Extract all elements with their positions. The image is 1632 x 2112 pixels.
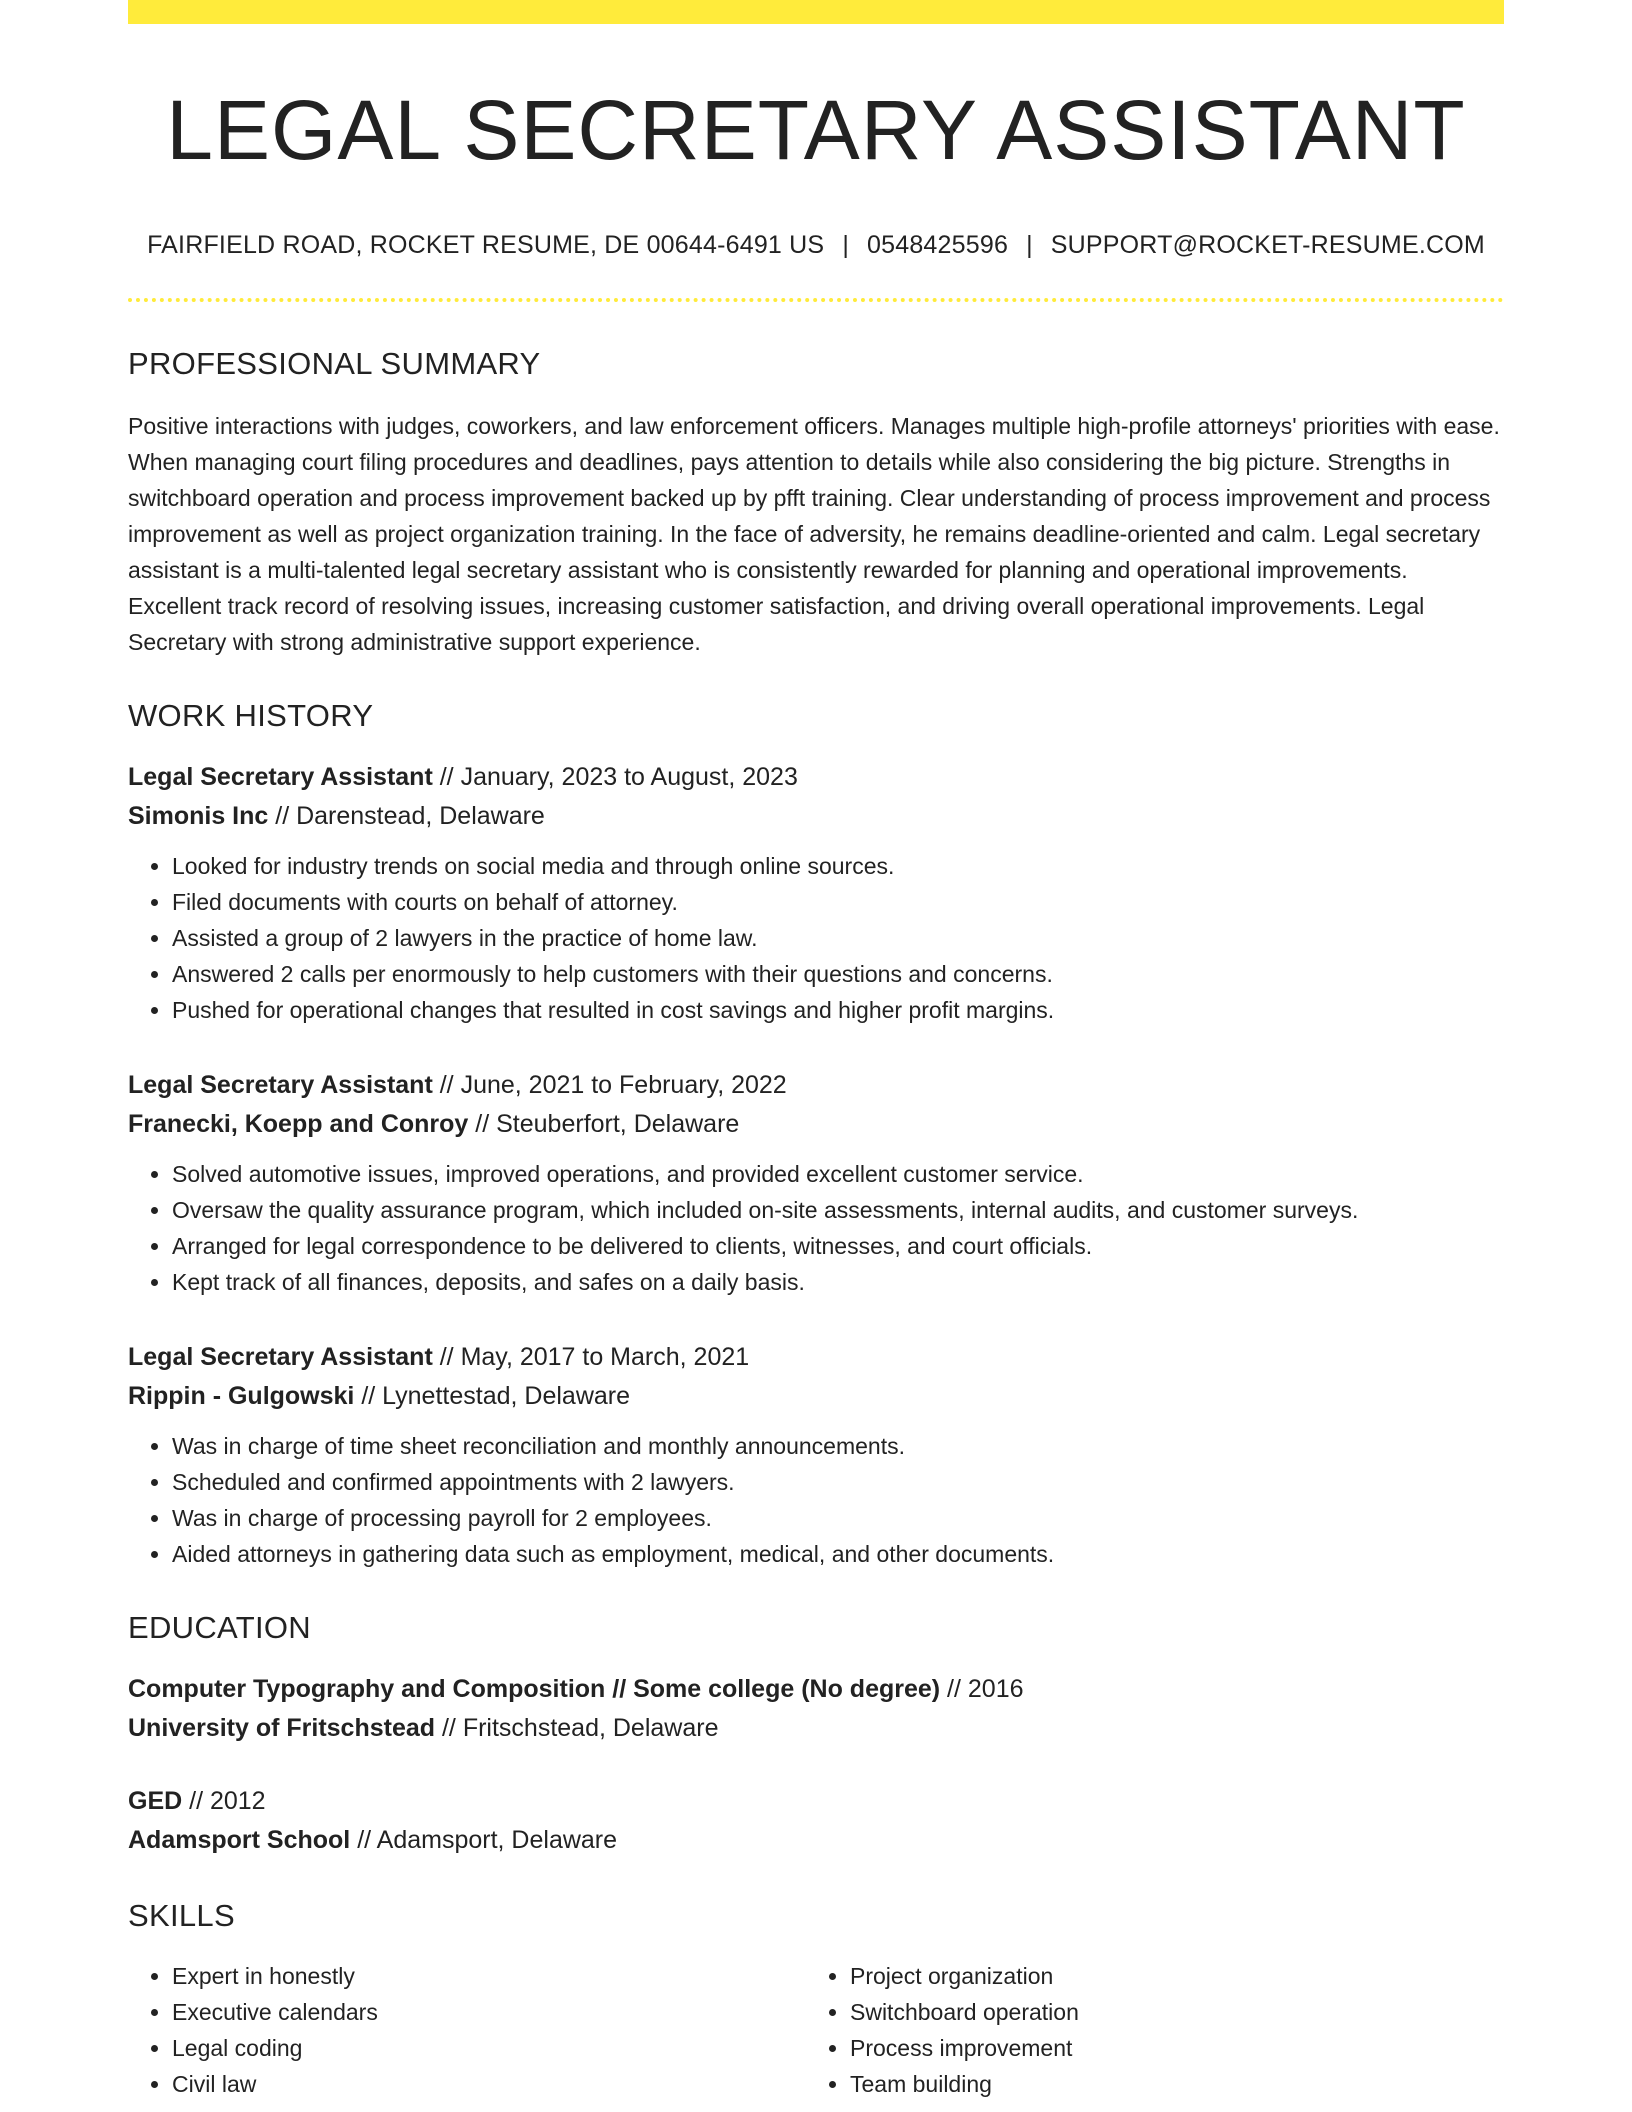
list-item: • Aided attorneys in gathering data such as employment, medical, and other documents. (172, 1536, 1504, 1572)
list-item: • Looked for industry trends on social media and through online sources. (172, 848, 1504, 884)
education-degree-line (128, 1782, 1504, 1821)
email: SUPPORT@ROCKET-RESUME.COM (1050, 230, 1485, 259)
contact-separator: | (1026, 230, 1033, 259)
skill-item: • Team building (850, 2066, 1484, 2102)
job-location: // Darenstead, Delaware (268, 801, 545, 830)
summary-heading: PROFESSIONAL SUMMARY (128, 345, 541, 381)
skill-item: • Process improvement (850, 2030, 1484, 2066)
skill-item: • Executive calendars (172, 1994, 806, 2030)
list-item: • Was in charge of time sheet reconciliation and monthly announcements. (172, 1428, 1504, 1464)
skills-list-right (806, 1958, 1484, 2102)
skills-columns (128, 1958, 1504, 2102)
education-entry (128, 1670, 1504, 1748)
candidate-title: LEGAL SECRETARY ASSISTANT (166, 83, 1466, 177)
resume-content (128, 24, 1504, 2102)
education-location: // Adamsport, Delaware (350, 1825, 618, 1854)
contact-line (128, 231, 1504, 260)
top-accent-bar (128, 0, 1504, 24)
education-location: // Fritschstead, Delaware (435, 1713, 719, 1742)
education-school: University of Fritschstead (128, 1713, 436, 1742)
address: FAIRFIELD ROAD, ROCKET RESUME, DE 00644-6491 US (147, 230, 825, 259)
job-entry (128, 758, 1504, 1028)
job-role: Legal Secretary Assistant (128, 762, 433, 791)
skills-list-left (128, 1958, 806, 2102)
education-year: // 2016 (940, 1674, 1024, 1703)
list-item: • Answered 2 calls per enormously to help customers with their questions and concerns. (172, 956, 1504, 992)
summary-text: Positive interactions with judges, coworkers, and law enforcement officers. Manages multiple high-profile attorneys' priorities with ease. When managing court filing procedures and deadlines, pays attention to details while also considering the big picture. Strengths in switchboard operation and process improvement backed up by pfft training. Clear understanding of process improvement and process improvement as well as project organization training. In the face of adversity, he remains deadline-oriented and calm. Legal secretary assistant is a multi-talented legal secretary assistant who is consistently rewarded for planning and operational improvements. Excellent track record of resolving issues, increasing customer satisfaction, and driving overall operational improvements. Legal Secretary with strong administrative support experience. (128, 412, 1500, 655)
job-role: Legal Secretary Assistant (128, 1070, 433, 1099)
skill-item: • Expert in honestly (172, 1958, 806, 1994)
job-company-line (128, 797, 1504, 836)
skill-item: • Civil law (172, 2066, 806, 2102)
job-dates: // January, 2023 to August, 2023 (432, 762, 798, 791)
list-item: • Assisted a group of 2 lawyers in the practice of home law. (172, 920, 1504, 956)
job-company-line (128, 1105, 1504, 1144)
education-degree: Computer Typography and Composition // Some college (No degree) (128, 1674, 941, 1703)
list-item: • Kept track of all finances, deposits, and safes on a daily basis. (172, 1264, 1504, 1300)
job-company: Franecki, Koepp and Conroy (128, 1109, 469, 1138)
list-item: • Oversaw the quality assurance program, which included on-site assessments, internal audits, and customer surveys. (172, 1192, 1504, 1228)
job-location: // Lynettestad, Delaware (354, 1381, 631, 1410)
job-company-line (128, 1377, 1504, 1416)
education-entry (128, 1782, 1504, 1860)
list-item: • Pushed for operational changes that resulted in cost savings and higher profit margins. (172, 992, 1504, 1028)
education-year: // 2012 (182, 1786, 266, 1815)
list-item: • Arranged for legal correspondence to be delivered to clients, witnesses, and court officials. (172, 1228, 1504, 1264)
job-role: Legal Secretary Assistant (128, 1342, 433, 1371)
skill-item: • Legal coding (172, 2030, 806, 2066)
job-role-line (128, 1066, 1504, 1105)
list-item: • Scheduled and confirmed appointments with 2 lawyers. (172, 1464, 1504, 1500)
job-entry (128, 1338, 1504, 1572)
phone: 0548425596 (867, 230, 1009, 259)
job-dates: // June, 2021 to February, 2022 (432, 1070, 787, 1099)
job-role-line (128, 758, 1504, 797)
education-heading: EDUCATION (128, 1609, 311, 1645)
dotted-divider (128, 298, 1504, 302)
skills-heading: SKILLS (128, 1897, 235, 1933)
job-bullets (128, 848, 1504, 1028)
job-company: Rippin - Gulgowski (128, 1381, 355, 1410)
job-role-line (128, 1338, 1504, 1377)
job-entry (128, 1066, 1504, 1300)
list-item: • Solved automotive issues, improved operations, and provided excellent customer service. (172, 1156, 1504, 1192)
education-degree-line (128, 1670, 1504, 1709)
job-bullets (128, 1428, 1504, 1572)
education-degree: GED (128, 1786, 183, 1815)
education-school: Adamsport School (128, 1825, 351, 1854)
job-company: Simonis Inc (128, 801, 269, 830)
skill-item: • Switchboard operation (850, 1994, 1484, 2030)
education-school-line (128, 1821, 1504, 1860)
job-dates: // May, 2017 to March, 2021 (432, 1342, 750, 1371)
job-bullets (128, 1156, 1504, 1300)
contact-separator: | (842, 230, 850, 259)
skill-item: • Project organization (850, 1958, 1484, 1994)
job-location: // Steuberfort, Delaware (468, 1109, 740, 1138)
work-history-heading: WORK HISTORY (128, 697, 374, 733)
education-school-line (128, 1709, 1504, 1748)
list-item: • Was in charge of processing payroll for 2 employees. (172, 1500, 1504, 1536)
list-item: • Filed documents with courts on behalf of attorney. (172, 884, 1504, 920)
